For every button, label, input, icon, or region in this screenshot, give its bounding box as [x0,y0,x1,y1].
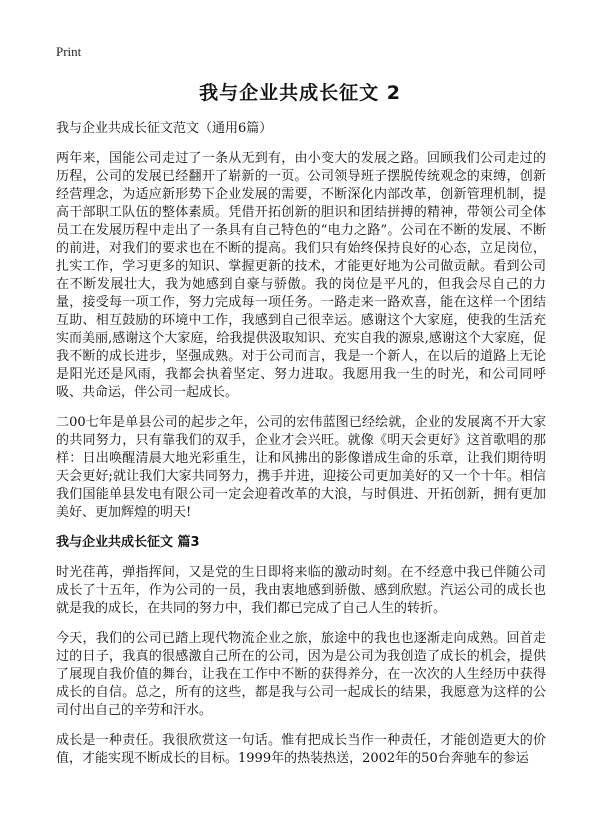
paragraph-3: 时光荏苒，弹指挥间，又是党的生日即将来临的激动时刻。在不经意中我已伴随公司成长了十五年，作为公司的一员，我由衷地感到骄傲、感到欣慰。汽运公司的成长也就是我的成长，在共同的努力中，我们都已完成了自己人生的转折。 [56,565,546,616]
section-heading-3: 我与企业共成长征文 篇3 [56,535,200,550]
paragraph-5: 成长是一种责任。我很欣赏这一句话。惟有把成长当作一种责任，才能创造更大的价值，才能实现不断成长的目标。1999年的热装热送，2002年的50台奔驰车的参运 [56,733,546,766]
document-subtitle: 我与企业共成长征文范文（通用6篇） [56,121,273,136]
document-body [56,120,546,780]
paragraph-1: 两年来，国能公司走过了一条从无到有，由小变大的发展之路。回顾我们公司走过的历程，公司的发展已经翻开了崭新的一页。公司领导班子摆脱传统观念的束缚，创新经营理念，为适应新形势下企业发展的需要，不断深化内部改革，创新管理机制，提高干部职工队伍的整体素质。凭借开拓创新的胆识和团结拼搏的精神，带领公司全体员工在发展历程中走出了一条具有自己特色的“电力之路”。公司在不断的发展、不断的前进，对我们的要求也在不断的提高。我们只有始终保持良好的心态，立足岗位，扎实工作，学习更多的知识、掌握更新的技术，才能更好地为公司做贡献。看到公司在不断发展壮大，我为她感到自豪与骄傲。我的岗位是平凡的，但我会尽自己的力量，接受每一项工作，努力完成每一项任务。一路走来一路欢喜，能在这样一个团结互助、相互鼓励的环境中工作，我感到自己很幸运。感谢这个大家庭，使我的生活充实而美丽,感谢这个大家庭，给我提供汲取知识、充实自我的源泉,感谢这个大家庭，促我不断的成长进步，坚强成熟。对于公司而言，我是一个新人，在以后的道路上无论是阳光还是风雨，我都会执着坚定、努力进取。我愿用我一生的时光，和公司同呼吸、共命运，伴公司一起成长。 [56,151,546,400]
document-title: 我与企业共成长征文 2 [199,82,401,104]
paragraph-2: 二00七年是单县公司的起步之年，公司的宏伟蓝图已经绘就，企业的发展离不开大家的共同努力，只有靠我们的双手，企业才会兴旺。就像《明天会更好》这首歌唱的那样：日出唤醒清晨大地光彩重生，让和风拂出的影像谱成生命的乐章，让我们期待明天会更好;就让我们大家共同努力，携手并进，迎接公司更加美好的又一个十年。相信我们国能单县发电有限公司一定会迎着改革的大浪，与时俱进、开拓创新，拥有更加美好、更加辉煌的明天! [56,415,546,520]
print-link[interactable]: Print [56,44,82,59]
paragraph-4: 今天，我们的公司已踏上现代物流企业之旅，旅途中的我也也逐渐走向成熟。回首走过的日子，我真的很感激自己所在的公司，因为是公司为我创造了成长的机会，提供了展现自我价值的舞台，让我在工作中不断的获得养分，在一次次的人生经历中获得成长的自信。总之，所有的这些，都是我与公司一起成长的结果，我愿意为这样的公司付出自己的辛劳和汗水。 [56,631,546,718]
